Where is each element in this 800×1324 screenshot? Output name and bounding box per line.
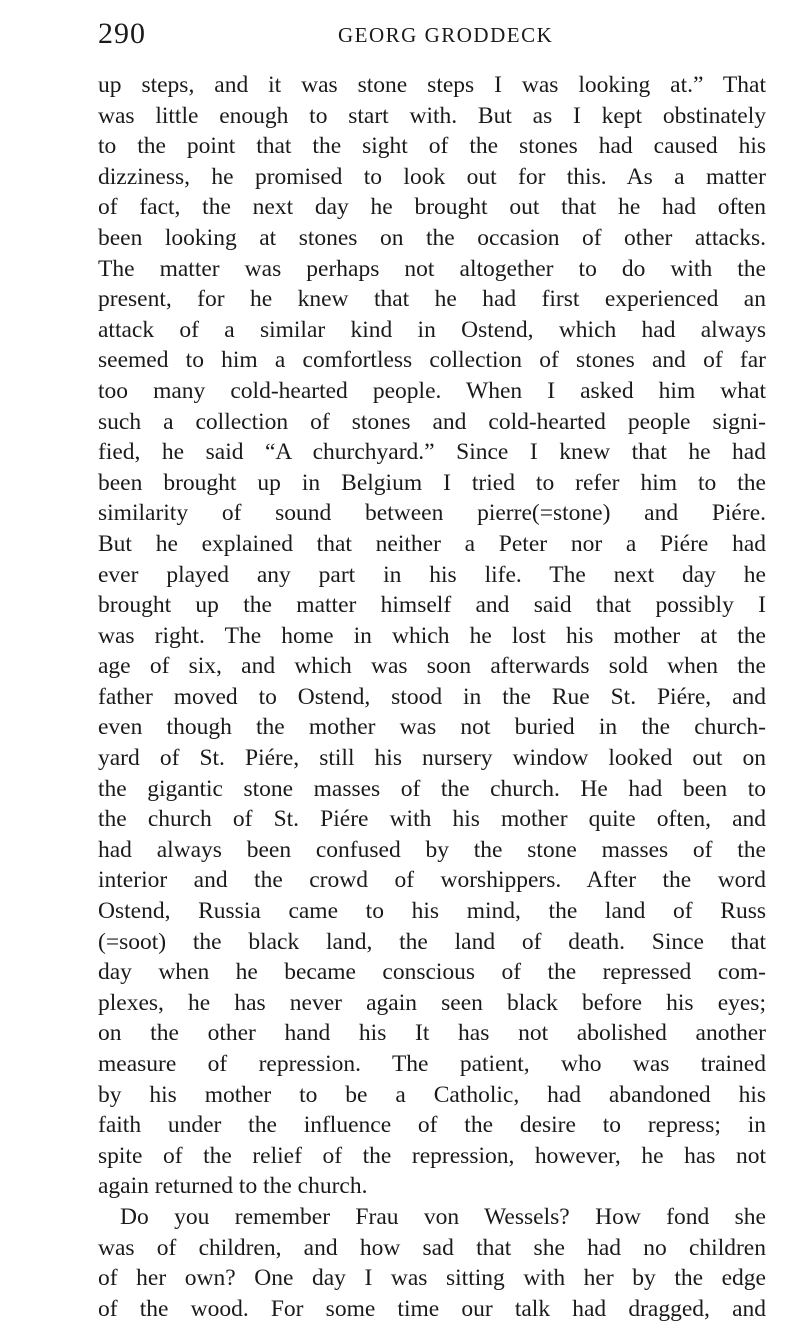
text-line: been brought up in Belgium I tried to refer him to the [98, 469, 766, 496]
body-text [98, 70, 766, 1324]
running-title: GEORG GRODDECK [338, 23, 554, 47]
text-line: such a collection of stones and cold-hearted people signi- [98, 408, 766, 435]
text-line: was of children, and how sad that she had no children [98, 1234, 766, 1261]
text-line: plexes, he has never again seen black before his eyes; [98, 989, 766, 1016]
text-line: up steps, and it was stone steps I was looking at.” That [98, 72, 766, 98]
text-line: of fact, the next day he brought out that he had often [98, 194, 766, 221]
text-line: day when he became conscious of the repressed com- [98, 959, 766, 986]
text-line: seemed to him a comfortless collection of stones and of far [98, 347, 766, 374]
text-line: was little enough to start with. But as I kept obstinately [98, 102, 766, 129]
text-line: fied, he said “A churchyard.” Since I knew that he had [98, 439, 766, 466]
text-line: on the other hand his It has not abolished another [98, 1020, 766, 1047]
text-line: was right. The home in which he lost his mother at the [98, 622, 766, 649]
text-line: had always been confused by the stone masses of the [98, 836, 766, 863]
text-line: faith under the influence of the desire to repress; in [98, 1112, 766, 1139]
text-line: present, for he knew that he had first experienced an [98, 286, 766, 313]
text-line: similarity of sound between pierre(=stone) and Piére. [98, 500, 766, 527]
text-line: been looking at stones on the occasion of other attacks. [98, 224, 766, 251]
text-line: attack of a similar kind in Ostend, which had always [98, 316, 766, 343]
text-line: too many cold-hearted people. When I asked him what [98, 377, 766, 404]
text-line: measure of repression. The patient, who was trained [98, 1051, 766, 1077]
text-line: ever played any part in his life. The next day he [98, 561, 766, 588]
text-line: even though the mother was not buried in the church- [98, 714, 766, 741]
text-line: the church of St. Piére with his mother quite often, and [98, 806, 766, 833]
text-line: of her own? One day I was sitting with her by the edge [98, 1265, 766, 1292]
running-head [98, 14, 718, 54]
text-line: interior and the crowd of worshippers. After the word [98, 867, 766, 894]
text-line: by his mother to be a Catholic, had abandoned his [98, 1081, 766, 1108]
text-line: But he explained that neither a Peter nor a Piére had [98, 530, 766, 557]
text-line: (=soot) the black land, the land of death. Since that [98, 928, 766, 955]
text-line: father moved to Ostend, stood in the Rue St. Piére, and [98, 683, 766, 710]
text-line: age of six, and which was soon afterwards sold when the [98, 653, 766, 680]
page-number: 290 [98, 17, 146, 50]
text-line: to the point that the sight of the stones had caused his [98, 133, 766, 160]
text-line: Ostend, Russia came to his mind, the land of Russ [98, 898, 766, 925]
text-line: of the wood. For some time our talk had dragged, and [98, 1295, 766, 1322]
text-line: again returned to the church. [98, 1173, 368, 1200]
text-line: dizziness, he promised to look out for this. As a matter [98, 163, 766, 190]
text-line: the gigantic stone masses of the church. He had been to [98, 775, 766, 802]
text-line: The matter was perhaps not altogether to do with the [98, 255, 766, 282]
text-line: spite of the relief of the repression, however, he has not [98, 1142, 766, 1169]
text-line: yard of St. Piére, still his nursery window looked out on [98, 745, 766, 772]
text-line: brought up the matter himself and said that possibly I [98, 592, 766, 619]
text-line: Do you remember Frau von Wessels? How fond she [120, 1203, 766, 1230]
